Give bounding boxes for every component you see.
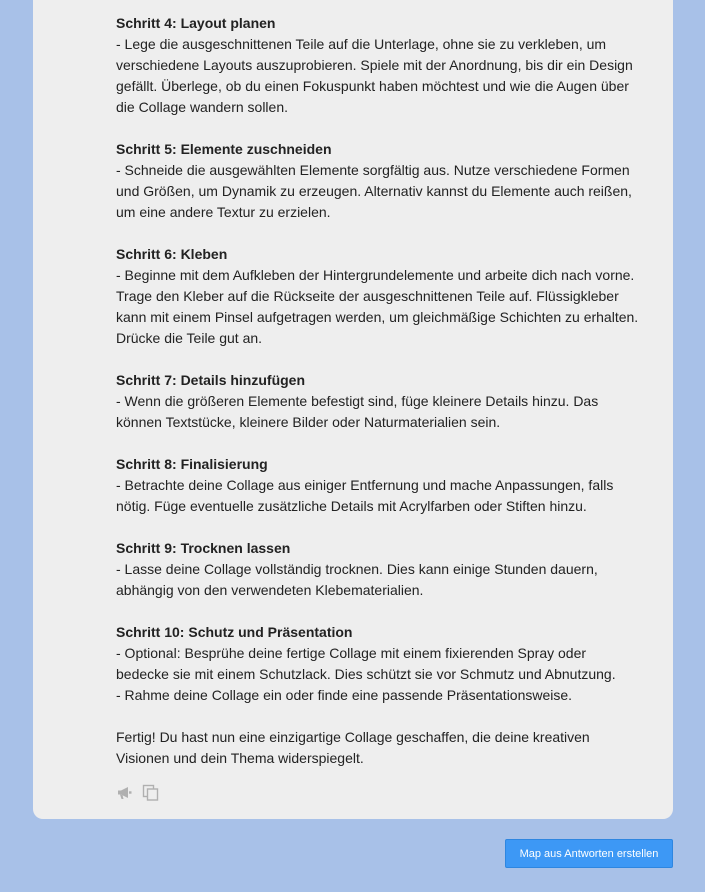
step-4 [116, 13, 641, 118]
step-title: Schritt 5: Elemente zuschneiden [116, 141, 332, 157]
step-title: Schritt 10: Schutz und Präsentation [116, 624, 353, 640]
step-text: - Optional: Besprühe deine fertige Collage mit einem fixierenden Spray oder bedecke sie mit einem Schutzlack. Dies schützt sie vor Schmutz und Abnutzung. [116, 645, 616, 682]
step-7 [116, 370, 641, 433]
step-text: - Betrachte deine Collage aus einiger Entfernung und mache Anpassungen, falls nötig. Füge eventuelle zusätzliche Details mit Acrylfarben oder Stiften hinzu. [116, 477, 614, 514]
copy-icon[interactable] [142, 784, 159, 801]
step-title: Schritt 8: Finalisierung [116, 456, 268, 472]
megaphone-icon[interactable] [116, 784, 133, 801]
step-6 [116, 244, 641, 349]
step-text: - Schneide die ausgewählten Elemente sorgfältig aus. Nutze verschiedene Formen und Größen, um Dynamik zu erzeugen. Alternativ kannst du Elemente auch reißen, um eine andere Textur zu erzielen. [116, 162, 632, 220]
step-text: - Lasse deine Collage vollständig trocknen. Dies kann einige Stunden dauern, abhängig von den verwendeten Klebematerialien. [116, 561, 598, 598]
step-title: Schritt 7: Details hinzufügen [116, 372, 306, 388]
create-map-button[interactable]: Map aus Antworten erstellen [505, 839, 673, 868]
step-text: - Wenn die größeren Elemente befestigt sind, füge kleinere Details hinzu. Das können Textstücke, kleinere Bilder oder Naturmaterialien sein. [116, 393, 599, 430]
step-title: Schritt 4: Layout planen [116, 15, 276, 31]
step-9 [116, 538, 641, 601]
step-5 [116, 139, 641, 223]
step-title: Schritt 6: Kleben [116, 246, 228, 262]
step-text: - Lege die ausgeschnittenen Teile auf die Unterlage, ohne sie zu verkleben, um verschiedene Layouts auszuprobieren. Spiele mit der Anordnung, bis dir ein Design gefällt. Überlege, ob du einen Fokuspunkt haben möchtest und wie die Augen über die Collage wandern sollen. [116, 36, 633, 115]
step-text: - Beginne mit dem Aufkleben der Hintergrundelemente und arbeite dich nach vorne. Trage den Kleber auf die Rückseite der ausgeschnittenen Teile auf. Flüssigkleber kann mit einem Pinsel aufgetragen werden, um gleichmäßige Schichten zu erhalten. Drücke die Teile gut an. [116, 267, 639, 346]
answer-actions [116, 782, 159, 802]
closing-text: Fertig! Du hast nun eine einzigartige Collage geschaffen, die deine kreativen Visionen und dein Thema widerspiegelt. [116, 729, 590, 766]
step-8 [116, 454, 641, 517]
step-text: - Rahme deine Collage ein oder finde eine passende Präsentationsweise. [116, 687, 573, 703]
step-title: Schritt 9: Trocknen lassen [116, 540, 291, 556]
answer-content [116, 13, 641, 769]
step-10 [116, 622, 641, 706]
